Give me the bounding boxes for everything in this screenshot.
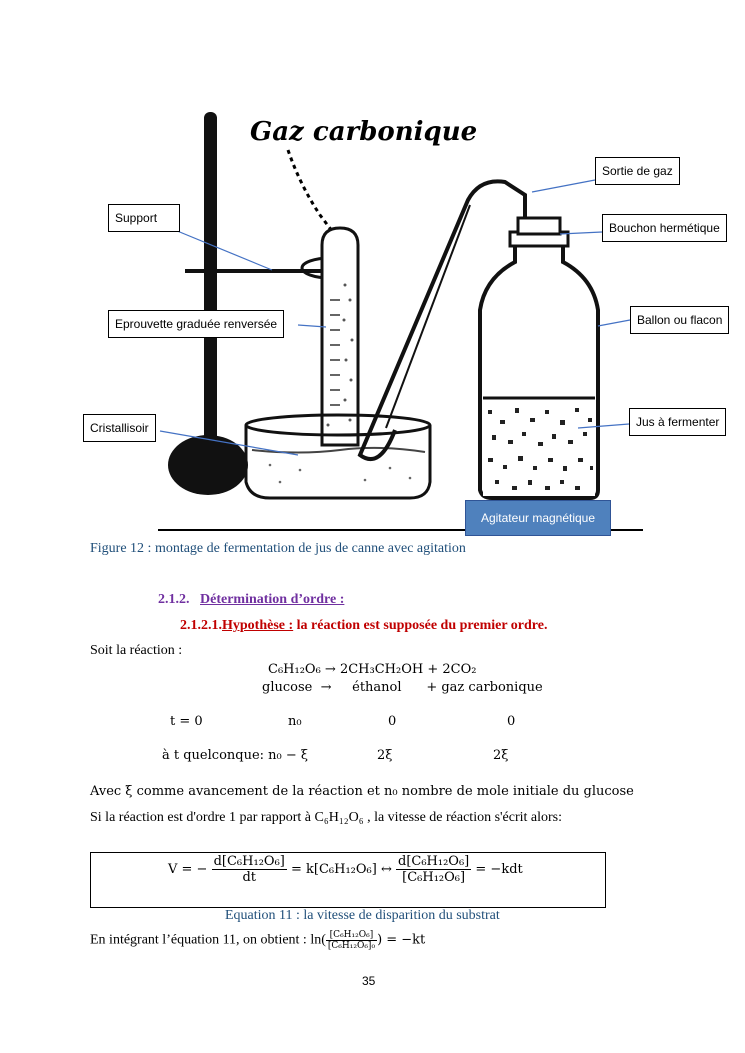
row-tq-label: à t quelconque: n₀ − ξ: [162, 748, 309, 763]
subheading-hypothese: Hypothèse :: [222, 618, 294, 633]
eq-fraction-1: [212, 854, 287, 885]
eq-fraction-2: [396, 854, 471, 885]
eq-middle: = k[C₆H₁₂O₆] ↔: [291, 862, 392, 877]
row-t0-n0: n₀: [288, 714, 302, 729]
label-support: Support: [108, 204, 180, 232]
row-tq-col1: 2ξ: [377, 748, 393, 763]
equation-caption: Equation 11 : la vitesse de disparition du substrat: [225, 908, 500, 923]
eq-den-1: dt: [242, 870, 256, 885]
eq-end: = −kdt: [475, 862, 523, 877]
label-sortie-de-gaz: Sortie de gaz: [595, 157, 680, 185]
row-tq-col2: 2ξ: [493, 748, 509, 763]
section-heading-2-1-2-1: [180, 618, 547, 634]
row-t0-col2: 0: [507, 714, 516, 729]
row-t0-col1: 0: [388, 714, 397, 729]
integration-den: [C₆H₁₂O₆]₀: [327, 941, 376, 951]
eq-num-1: d[C₆H₁₂O₆]: [213, 854, 285, 869]
heading-number: 2.1.2.: [158, 592, 190, 607]
reaction-names: glucose → éthanol + gaz carbonique: [262, 680, 543, 695]
section-heading-2-1-2: [158, 592, 344, 608]
soit-la-reaction: Soit la réaction :: [90, 643, 183, 658]
label-bouchon-hermetique: Bouchon hermétique: [602, 214, 727, 242]
integration-end: ) = −kt: [377, 932, 426, 948]
integration-line: [90, 930, 425, 951]
label-cristallisoir: Cristallisoir: [83, 414, 156, 442]
heading-title: Détermination d’ordre :: [200, 592, 345, 607]
subheading-number: 2.1.2.1.: [180, 618, 222, 633]
reaction-formula: C₆H₁₂O₆ → 2CH₃CH₂OH + 2CO₂: [268, 662, 477, 677]
label-jus-a-fermenter: Jus à fermenter: [629, 408, 726, 436]
si-ordre-text: Si la réaction est d'ordre 1 par rapport à C₆H₁₂O₆ , la vitesse de réaction s'écrit alors:: [90, 810, 563, 825]
integration-fraction: [326, 930, 377, 951]
gaz-carbonique-handwritten: Gaz carbonique: [250, 117, 478, 147]
page-number: 35: [362, 974, 376, 988]
eq-v: V = −: [168, 862, 208, 877]
integration-num: [C₆H₁₂O₆]: [326, 930, 377, 941]
label-eprouvette: Eprouvette graduée renversée: [108, 310, 284, 338]
eq-den-2: [C₆H₁₂O₆]: [402, 870, 466, 885]
row-t0-label: t = 0: [170, 714, 203, 729]
subheading-rest: la réaction est supposée du premier ordre.: [293, 618, 548, 633]
integration-text: En intégrant l’équation 11, on obtient : ln(: [90, 932, 326, 948]
avec-xi-text: Avec ξ comme avancement de la réaction et n₀ nombre de mole initiale du glucose: [90, 784, 634, 799]
label-ballon-flacon: Ballon ou flacon: [630, 306, 729, 334]
eq-num-2: d[C₆H₁₂O₆]: [398, 854, 470, 869]
rate-equation: [168, 854, 523, 885]
label-agitateur-magnetique: Agitateur magnétique: [465, 500, 611, 536]
figure-caption: Figure 12 : montage de fermentation de jus de canne avec agitation: [90, 541, 466, 556]
